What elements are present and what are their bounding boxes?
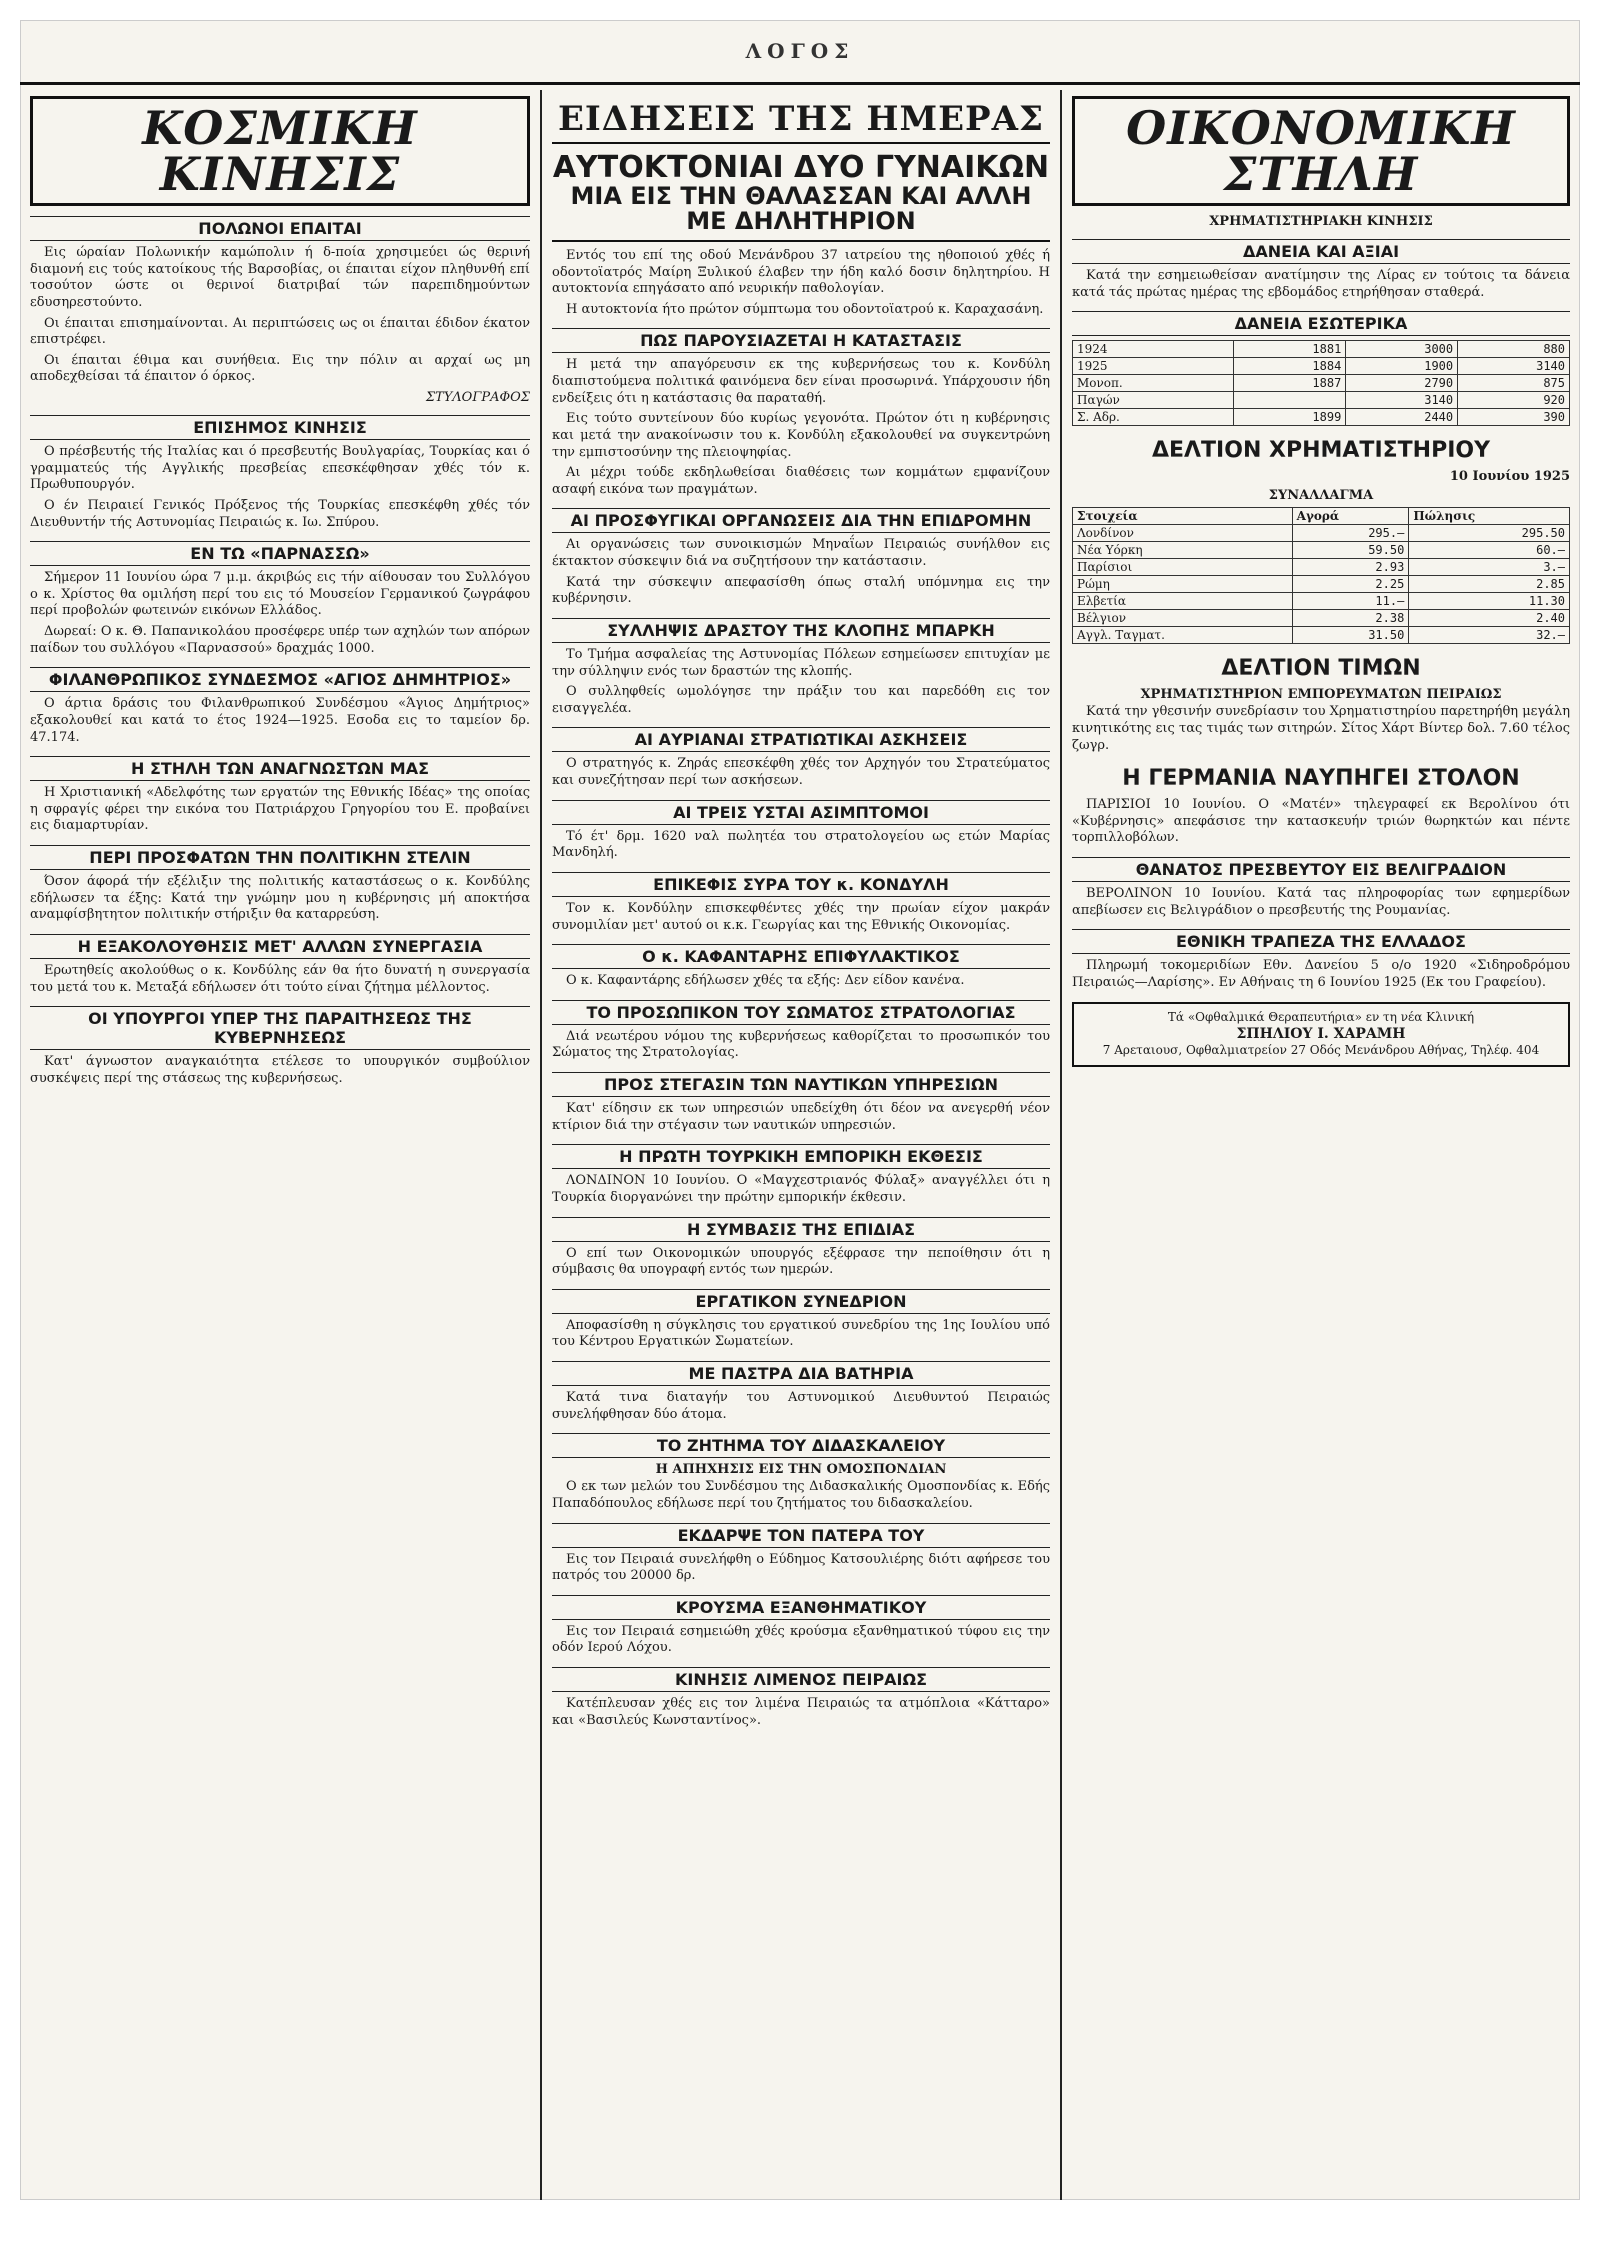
article-title: ΔΑΝΕΙΑ ΚΑΙ ΑΞΙΑΙ [1072,239,1570,264]
article-title: Η ΣΥΜΒΑΣΙΣ ΤΗΣ ΕΠΙΔΙΑΣ [552,1217,1050,1242]
article-body [552,973,1050,990]
article-paragraph: Κατά την εσημειωθείσαν ανατίμησιν της Λίρας εν τούτοις τα δάνεια κατά τάς πρώτας ημέρας της εβδομάδος ετηρήθησαν σταθερά. [1072,268,1570,300]
article-title: ΠΟΛΩΝΟΙ ΕΠΑΙΤΑΙ [30,216,530,241]
article-body [552,901,1050,934]
bonds-cell: 390 [1458,409,1570,426]
death-text [1072,886,1570,919]
article [552,1595,1050,1657]
article-paragraph: Εις ώραίαν Πολωνικήν καμώπολιν ή δ-ποία χρησιμεύει ώς θερινή διαμονή εις τούς κατοίκους τής Βαρσοβίας, οι έπαιται είχον πληθυνθή επί τοσούτον ώστε οι θερινοί διατριβαί τών παρεπιδημούντων εδυσηρεστούντο. [30,245,530,310]
article-paragraph: Η μετά την απαγόρευσιν εκ της κυβερνήσεως του κ. Κονδύλη διαπιστούμενα πολιτικά φαινόμενα δεν είναι προσωρινά. Υπάρχουσιν ήδη ενδείξεις ότι η κατάστασις θα παραταθή. [552,357,1050,406]
lead-article-body [552,248,1050,319]
article [552,944,1050,990]
bonds-table [1072,340,1570,426]
exchange-header-row [1073,508,1570,525]
bank-title: ΕΘΝΙΚΗ ΤΡΑΠΕΖΑ ΤΗΣ ΕΛΛΑΔΟΣ [1072,929,1570,954]
article-body [552,1390,1050,1423]
article-title: Η ΕΞΑΚΟΛΟΥΘΗΣΙΣ ΜΕΤ' ΑΛΛΩΝ ΣΥΝΕΡΓΑΣΙΑ [30,934,530,959]
exchange-row [1073,542,1570,559]
article-paragraph: Ο συλληφθείς ωμολόγησε την πράξιν του και παρεδόθη εις τον εισαγγελέα. [552,684,1050,716]
article [1072,239,1570,301]
right-column [1060,90,1580,2200]
article-paragraph: Κατά την σύσκεψιν απεφασίσθη όπως σταλή υπόμνημα εις την κυβέρνησιν. [552,574,1050,607]
article-body [1072,268,1570,301]
bulletin-date: 10 Ιουνίου 1925 [1449,469,1570,485]
masthead [20,20,1580,85]
exchange-cell: 2.93 [1292,559,1409,576]
exchange-cell: 31.50 [1292,627,1409,644]
article-title: Ο κ. ΚΑΦΑΝΤΑΡΗΣ ΕΠΙΦΥΛΑΚΤΙΚΟΣ [552,944,1050,969]
article [552,508,1050,608]
article [30,667,530,746]
article-title: ΕΝ ΤΩ «ΠΑΡΝΑΣΣΩ» [30,541,530,566]
article-title: ΜΕ ΠΑΣΤΡΑ ΔΙΑ ΒΑΤΗΡΙΑ [552,1361,1050,1386]
exchange-header-cell: Αγορά [1292,508,1409,525]
article-body [30,1054,530,1087]
bonds-cell: 3140 [1458,358,1570,375]
article-title: ΕΠΙΚΕΦΙΣ ΣΥΡΑ ΤΟΥ κ. ΚΟΝΔΥΛΗ [552,872,1050,897]
article-paragraph: Κατ' είδησιν εκ των υπηρεσιών υπεδείχθη ότι δέον να ανεγερθή νέον κτίριον διά την στέγασιν των ναυτικών υπηρεσιών. [552,1101,1050,1133]
article-title: ΟΙ ΥΠΟΥΡΓΟΙ ΥΠΕΡ ΤΗΣ ΠΑΡΑΙΤΗΣΕΩΣ ΤΗΣ ΚΥΒΕΡΝΗΣΕΩΣ [30,1006,530,1050]
bonds-cell: 1887 [1234,375,1346,392]
article-paragraph: Ο στρατηγός κ. Ζηράς επεσκέφθη χθές τον Αρχηγόν του Στρατεύματος και συνεζήτησαν περί των ασκήσεων. [552,756,1050,788]
article [552,1433,1050,1512]
article-paragraph: Κατά τινα διαταγήν του Αστυνομικού Διευθυντού Πειραιώς συνελήφθησαν δύο άτομα. [552,1390,1050,1422]
bonds-cell: 1924 [1073,341,1234,358]
exchange-cell: Παρίσιοι [1073,559,1293,576]
article-subtitle: Η ΑΠΗΧΗΣΙΣ ΕΙΣ ΤΗΝ ΟΜΟΣΠΟΝΔΙΑΝ [655,1462,947,1478]
article-body [30,696,530,746]
germany-section [1072,764,1570,847]
article-body [552,1173,1050,1206]
article-title: ΚΡΟΥΣΜΑ ΕΞΑΝΘΗΜΑΤΙΚΟΥ [552,1595,1050,1620]
article-title: Η ΠΡΩΤΗ ΤΟΥΡΚΙΚΗ ΕΜΠΟΡΙΚΗ ΕΚΘΕΣΙΣ [552,1144,1050,1169]
death-paragraph: ΒΕΡΟΛΙΝΟΝ 10 Ιουνίου. Κατά τας πληροφορίας των εφημερίδων απεβίωσεν εις Βελιγράδιον ο πρεσβευτής της Ρουμανίας. [1072,886,1570,918]
exchange-cell: 2.38 [1292,610,1409,627]
lead-headline-line1: ΑΥΤΟΚΤΟΝΙΑΙ ΔΥΟ ΓΥΝΑΙΚΩΝ [552,150,1050,185]
article [552,727,1050,789]
bulletin-section [1072,436,1570,644]
lead-headline [552,152,1050,242]
bonds-cell: 920 [1458,392,1570,409]
article-title: ΦΙΛΑΝΘΡΩΠΙΚΟΣ ΣΥΝΔΕΣΜΟΣ «ΑΓΙΟΣ ΔΗΜΗΤΡΙΟΣ» [30,667,530,692]
exchange-cell: 3.— [1409,559,1570,576]
exchange-cell: Νέα Υόρκη [1073,542,1293,559]
prices-section [1072,654,1570,754]
article-body [30,874,530,924]
article-body [552,1624,1050,1657]
article-signature: ΣΤΥΛΟΓΡΑΦΟΣ [425,390,530,405]
article-title: ΤΟ ΖΗΤΗΜΑ ΤΟΥ ΔΙΔΑΣΚΑΛΕΙΟΥ [552,1433,1050,1458]
bonds-cell: Μονοπ. [1073,375,1234,392]
article-title: ΠΕΡΙ ΠΡΟΣΦΑΤΩΝ ΤΗΝ ΠΟΛΙΤΙΚΗΝ ΣΤΕΛΙΝ [30,845,530,870]
article-paragraph: Ο πρέσβευτής τής Ιταλίας και ό πρεσβευτής Βουλγαρίας, Τουρκίας και ό γραμματεύς τής Αγγλικής πρεσβείας επεσκέφθησαν χθές τόν κ. Πρωθυπουργόν. [30,444,530,493]
article-body [552,1246,1050,1279]
exchange-cell: 295.— [1292,525,1409,542]
death-title: ΘΑΝΑΤΟΣ ΠΡΕΣΒΕΥΤΟΥ ΕΙΣ ΒΕΛΙΓΡΑΔΙΟΝ [1072,857,1570,882]
article [552,1523,1050,1585]
exchange-cell: 32.— [1409,627,1570,644]
article [552,800,1050,862]
bonds-row [1073,341,1570,358]
exchange-cell: Αγγλ. Ταγματ. [1073,627,1293,644]
bonds-row [1073,392,1570,409]
article-paragraph: Τό έτ' δρμ. 1620 ναλ πωλητέα του στρατολογείου ως ετών Μαρίας Μανδηλή. [552,828,1050,861]
article-body [552,357,1050,498]
exchange-cell: 2.25 [1292,576,1409,593]
bonds-title: ΔΑΝΕΙΑ ΕΣΩΤΕΡΙΚΑ [1072,311,1570,336]
bank-section [1072,929,1570,991]
middle-column [540,90,1060,2200]
article-paragraph: Τον κ. Κονδύλην επισκεφθέντες χθές την πρωίαν είχον μακράν συνομιλίαν μετ' αυτού οι κ.κ. Γεωργίας και της Εθνικής Οικονομίας. [552,900,1050,933]
article [552,1144,1050,1206]
article-title: Η ΣΤΗΛΗ ΤΩΝ ΑΝΑΓΝΩΣΤΩΝ ΜΑΣ [30,756,530,781]
bonds-cell [1234,392,1346,409]
article-body [552,647,1050,718]
article-title: ΑΙ ΑΥΡΙΑΝΑΙ ΣΤΡΑΤΙΩΤΙΚΑΙ ΑΣΚΗΣΕΙΣ [552,727,1050,752]
ad-name: ΣΠΗΛΙΟΥ Ι. ΧΑΡΑΜΗ [1236,1026,1406,1043]
article [552,1289,1050,1351]
bonds-cell: 2440 [1346,409,1458,426]
bonds-row [1073,409,1570,426]
article-paragraph: Αι μέχρι τούδε εκδηλωθείσαι διαθέσεις των κομμάτων εμφανίζουν ασαφή εικόνα των πραγμάτων. [552,465,1050,497]
bonds-cell: 3000 [1346,341,1458,358]
exchange-header-cell: Πώλησις [1409,508,1570,525]
bonds-section [1072,311,1570,426]
exchange-table [1072,507,1570,644]
bonds-cell: 1925 [1073,358,1234,375]
exchange-cell: 11.30 [1409,593,1570,610]
article-paragraph: Ερωτηθείς ακολούθως ο κ. Κονδύλης εάν θα ήτο δυνατή η συνεργασία του μετά του κ. Μεταξά εδήλωσεν ότι τούτο είναι ζήτημα μέλλοντος. [30,962,530,995]
article-paragraph: Οι έπαιται επισημαίνονται. Αι περιπτώσεις ως οι έπαιται έδιδον έκατον επιστρέφει. [30,315,530,348]
article [30,415,530,531]
death-section [1072,857,1570,919]
exchange-cell: Λονδίνον [1073,525,1293,542]
exchange-header-cell: Στοιχεία [1073,508,1293,525]
article-title: ΠΩΣ ΠΑΡΟΥΣΙΑΖΕΤΑΙ Η ΚΑΤΑΣΤΑΣΙΣ [552,328,1050,353]
left-column-header: ΚΟΣΜΙΚΗ ΚΙΝΗΣΙΣ [30,96,530,206]
article [552,1667,1050,1729]
bonds-row [1073,358,1570,375]
article-paragraph: Οι έπαιται έθιμα και συνήθεια. Εις την πόλιν αι αρχαί ως μη αποδεχθείσαι τά έπαιτον ό όρκος. [30,352,530,385]
article-title: ΤΟ ΠΡΟΣΩΠΙΚΟΝ ΤΟΥ ΣΩΜΑΤΟΣ ΣΤΡΑΤΟΛΟΓΙΑΣ [552,1000,1050,1025]
article-title: ΠΡΟΣ ΣΤΕΓΑΣΙΝ ΤΩΝ ΝΑΥΤΙΚΩΝ ΥΠΗΡΕΣΙΩΝ [552,1072,1050,1097]
bank-text [1072,958,1570,991]
article-paragraph: Ο κ. Καφαντάρης εδήλωσεν χθές τα εξής: Δεν είδον κανένα. [566,973,965,989]
exchange-cell: 2.85 [1409,576,1570,593]
exchange-cell: 295.50 [1409,525,1570,542]
exchange-cell: 60.— [1409,542,1570,559]
exchange-cell: Βέλγιον [1073,610,1293,627]
lead-paragraph: Εντός του επί της οδού Μενάνδρου 37 ιατρείου της ηθοποιού χθές ή οδοντοϊατρός Μαίρη Ξυλικού έλαβεν την ήδη καλό δοσιν δηλητηρίου. Η αυτοκτονία επηγάσατο από νευρικήν παθολογίαν. [552,247,1050,297]
article-body [552,829,1050,862]
article-paragraph: Σήμερον 11 Ιουνίου ώρα 7 μ.μ. άκριβώς εις τήν αίθουσαν του Συλλόγου ο κ. Χρίστος θα ομιλήση περί του εις τό Μουσείον Γερμανικού ζωγράφου περί προβολών φωτεινών εικόνων Ελλάδος. [30,570,530,619]
exchange-row [1073,627,1570,644]
article-body [30,570,530,657]
exchange-row [1073,576,1570,593]
article [30,541,530,657]
article-paragraph: Ο άρτια δράσις του Φιλανθρωπικού Συνδέσμου «Άγιος Δημήτριος» εξακολουθεί και κατά το έτος 1924—1925. Εσοδα εις το ταμείον δρ. 47.174. [30,696,530,745]
prices-text [1072,704,1570,754]
exchange-cell: 2.40 [1409,610,1570,627]
article-paragraph: Διά νεωτέρου νόμου της κυβερνήσεως καθορίζεται το προσωπικόν του Σώματος της Στρατολογίας. [552,1028,1050,1061]
article-body [552,756,1050,789]
article [30,216,530,405]
exchange-row [1073,525,1570,542]
article-body [552,1479,1050,1512]
exchange-title: ΣΥΝΑΛΛΑΓΜΑ [1268,488,1374,504]
article [30,845,530,924]
bonds-cell: 1900 [1346,358,1458,375]
lead-paragraph: Η αυτοκτονία ήτο πρώτον σύμπτωμα του οδοντοϊατρού κ. Καραχασάνη. [566,301,1044,317]
article-paragraph: Ο επί των Οικονομικών υπουργός εξέφρασε την πεποίθησιν ότι η σύμβασις θα υπογραφή εντός των ημερών. [552,1245,1050,1278]
article-body [552,1552,1050,1585]
bonds-cell: 2790 [1346,375,1458,392]
bulletin-title: ΔΕΛΤΙΟΝ ΧΡΗΜΑΤΙΣΤΗΡΙΟΥ [1151,438,1491,464]
article [552,328,1050,498]
article-body [30,785,530,835]
right-articles [1072,239,1570,301]
article-paragraph: Το Τμήμα ασφαλείας της Αστυνομίας Πόλεων εσημείωσεν επιτυχίαν με την σύλληψιν ενός των δραστών της κλοπής. [552,646,1050,679]
article [30,1006,530,1087]
article-title: ΣΥΛΛΗΨΙΣ ΔΡΑΣΤΟΥ ΤΗΣ ΚΛΟΠΗΣ ΜΠΑΡΚΗ [552,618,1050,643]
right-subheader: ΧΡΗΜΑΤΙΣΤΗΡΙΑΚΗ ΚΙΝΗΣΙΣ [1209,214,1433,229]
article-paragraph: Αι οργανώσεις των συνοικισμών Μηναΐων Πειραιώς συνήλθον εις έκτακτον σύσκεψιν διά να συζητήσουν την κατάστασιν. [552,537,1050,569]
article-body [552,1101,1050,1134]
article-paragraph: Δωρεαί: Ο κ. Θ. Παπανικολάου προσέφερε υπέρ των αχηλών των απόρων παίδων του συλλόγου «Παρνασσού» δραχμάς 1000. [30,624,530,656]
bonds-cell: Παγών [1073,392,1234,409]
exchange-row [1073,593,1570,610]
middle-articles [552,328,1050,1729]
middle-column-header: ΕΙΔΗΣΕΙΣ ΤΗΣ ΗΜΕΡΑΣ [552,96,1050,144]
exchange-cell: Ρώμη [1073,576,1293,593]
article-paragraph: Εις τον Πειραιά συνελήφθη ο Εύδημος Κατσουλιέρης διότι αφήρεσε του πατρός του 20000 δρ. [552,1551,1050,1584]
article-body [552,1318,1050,1351]
article [552,1217,1050,1279]
bonds-row [1073,375,1570,392]
article-paragraph: Εις τούτο συντείνουν δύο κυρίως γεγονότα. Πρώτον ότι η κυβέρνησις και μετά την ανακοίνωσιν του κ. Κονδύλη εξακολουθεί να συγκεντρώνη την εμπιστοσύνην της πλειοψηφίας. [552,411,1050,460]
lead-headline-line2: ΜΙΑ ΕΙΣ ΤΗΝ ΘΑΛΑΣΣΑΝ ΚΑΙ ΑΛΛΗ ΜΕ ΔΗΛΗΤΗΡΙΟΝ [570,181,1032,235]
article-title: ΑΙ ΠΡΟΣΦΥΓΙΚΑΙ ΟΡΓΑΝΩΣΕΙΣ ΔΙΑ ΤΗΝ ΕΠΙΔΡΟΜΗΝ [552,508,1050,533]
article-title: ΕΠΙΣΗΜΟΣ ΚΙΝΗΣΙΣ [30,415,530,440]
bonds-cell: 1881 [1234,341,1346,358]
bank-paragraph: Πληρωμή τοκομεριδίων Εθν. Δανείου 5 ο/ο 1920 «Σιδηροδρόμου Πειραιώς—Λαρίσης». Εν Αθήναις τη 6 Ιουνίου 1925 (Εκ του Γραφείου). [1072,958,1570,990]
article-paragraph: Όσον άφορά τήν εξέλιξιν της πολιτικής καταστάσεως ο κ. Κονδύλης εδήλωσεν τα έξης: Κατά την γνώμην μου η κυβέρνησις μή αποκτήσα αναμφίσβητητον πολιτικήν στήριξιν θα καταρρεύση. [30,874,530,923]
prices-subtitle: ΧΡΗΜΑΤΙΣΤΗΡΙΟΝ ΕΜΠΟΡΕΥΜΑΤΩΝ ΠΕΙΡΑΙΩΣ [1140,687,1502,703]
article-paragraph: ΛΟΝΔΙΝΟΝ 10 Ιουνίου. Ο «Μαγχεστριανός Φύλαξ» αναγγέλλει ότι η Τουρκία διοργανώνει την πρώτην εμπορικήν έκθεσιν. [552,1173,1050,1205]
exchange-row [1073,610,1570,627]
exchange-cell: Ελβετία [1073,593,1293,610]
article-body [30,963,530,996]
bonds-cell: 1899 [1234,409,1346,426]
exchange-cell: 11.— [1292,593,1409,610]
germany-paragraph: ΠΑΡΙΣΙΟΙ 10 Ιουνίου. Ο «Ματέν» τηλεγραφεί εκ Βερολίνου ότι «Κυβέρνησις» απεφάσισε την κατασκευήν τριών θωρηκτών και πέντε τορπιλλοβόλων. [1072,797,1570,846]
left-column [20,90,540,2200]
exchange-cell: 59.50 [1292,542,1409,559]
masthead-text: ΛΟΓΟΣ [745,39,855,63]
germany-title: Η ΓΕΡΜΑΝΙΑ ΝΑΥΠΗΓΕΙ ΣΤΟΛΟΝ [1122,766,1520,792]
article [552,618,1050,718]
clinic-advertisement [1072,1002,1570,1067]
left-articles [30,216,530,1087]
article [30,934,530,996]
article-title: ΑΙ ΤΡΕΙΣ ΥΣΤΑΙ ΑΣΙΜΠΤΟΜΟΙ [552,800,1050,825]
article-paragraph: Κατέπλευσαν χθές εις τον λιμένα Πειραιώς τα ατμόπλοια «Κάτταρο» και «Βασιλεύς Κωνσταντίνος». [552,1696,1050,1728]
bonds-cell: Σ. Αδρ. [1073,409,1234,426]
article-title: ΚΙΝΗΣΙΣ ΛΙΜΕΝΟΣ ΠΕΙΡΑΙΩΣ [552,1667,1050,1692]
bonds-cell: 1884 [1234,358,1346,375]
article [552,1000,1050,1062]
article-body [552,1029,1050,1062]
article-title: ΕΚΔΑΡΨΕ ΤΟΝ ΠΑΤΕΡΑ ΤΟΥ [552,1523,1050,1548]
germany-text [1072,797,1570,847]
article-paragraph: Αποφασίσθη η σύγκλησις του εργατικού συνεδρίου της 1ης Ιουλίου υπό του Κέντρου Εργατικών Σωματείων. [552,1317,1050,1350]
ad-address: 7 Αρεταιουσ, Οφθαλμιατρείον 27 Οδός Μενάνδρου Αθήνας, Τηλέφ. 404 [1102,1043,1540,1058]
article-body [552,537,1050,608]
newspaper-page [20,20,1580,2200]
bonds-cell: 875 [1458,375,1570,392]
article [552,1072,1050,1134]
prices-paragraph: Κατά την γθεσινήν συνεδρίασιν του Χρηματιστηρίου παρετηρήθη μεγάλη κινητικότης εις τας τιμάς των σιτηρών. Σίτος Χάρτ Βίντερ δολ. 7.60 τέλος ζωγρ. [1072,704,1570,753]
article-paragraph: Κατ' άγνωστον αναγκαιότητα ετέλεσε το υπουργικόν συμβούλιον συσκέψεις περί της στάσεως της κυβερνήσεως. [30,1054,530,1086]
bonds-cell: 880 [1458,341,1570,358]
right-column-header: ΟΙΚΟΝΟΜΙΚΗ ΣΤΗΛΗ [1072,96,1570,206]
article-body [30,245,530,386]
prices-title: ΔΕΛΤΙΟΝ ΤΙΜΩΝ [1221,656,1421,682]
ad-title: Τά «Οφθαλμικά Θεραπευτήρια» εν τη νέα Κλινική [1167,1009,1475,1024]
article-title: ΕΡΓΑΤΙΚΟΝ ΣΥΝΕΔΡΙΟΝ [552,1289,1050,1314]
article-paragraph: Ο έν Πειραιεί Γενικός Πρόξενος τής Τουρκίας επεσκέφθη χθές τόν Διευθυντήν τής Αστυνομίας Πειραιώς κ. Ιω. Σπύρου. [30,497,530,530]
article-paragraph: Η Χριστιανική «Αδελφότης των εργατών της Εθνικής Ιδέας» της οποίας η σφραγίς φέρει την εικόνα του Πατριάρχου Γρηγορίου του Ε. προβαίνει εις διαμαρτυρίαν. [30,785,530,834]
article [552,872,1050,934]
article-paragraph: Ο εκ των μελών του Συνδέσμου της Διδασκαλικής Ομοσπονδίας κ. Εδής Παπαδόπουλος εδήλωσε περί του ζητήματος του διδασκαλείου. [552,1479,1050,1511]
bonds-cell: 3140 [1346,392,1458,409]
article-body [552,1696,1050,1729]
exchange-row [1073,559,1570,576]
columns [20,90,1580,2200]
article [552,1361,1050,1423]
article-paragraph: Εις τον Πειραιά εσημειώθη χθές κρούσμα εξανθηματικού τύφου εις την οδόν Ιερού Λόχου. [552,1623,1050,1656]
article-body [30,444,530,531]
article [30,756,530,835]
